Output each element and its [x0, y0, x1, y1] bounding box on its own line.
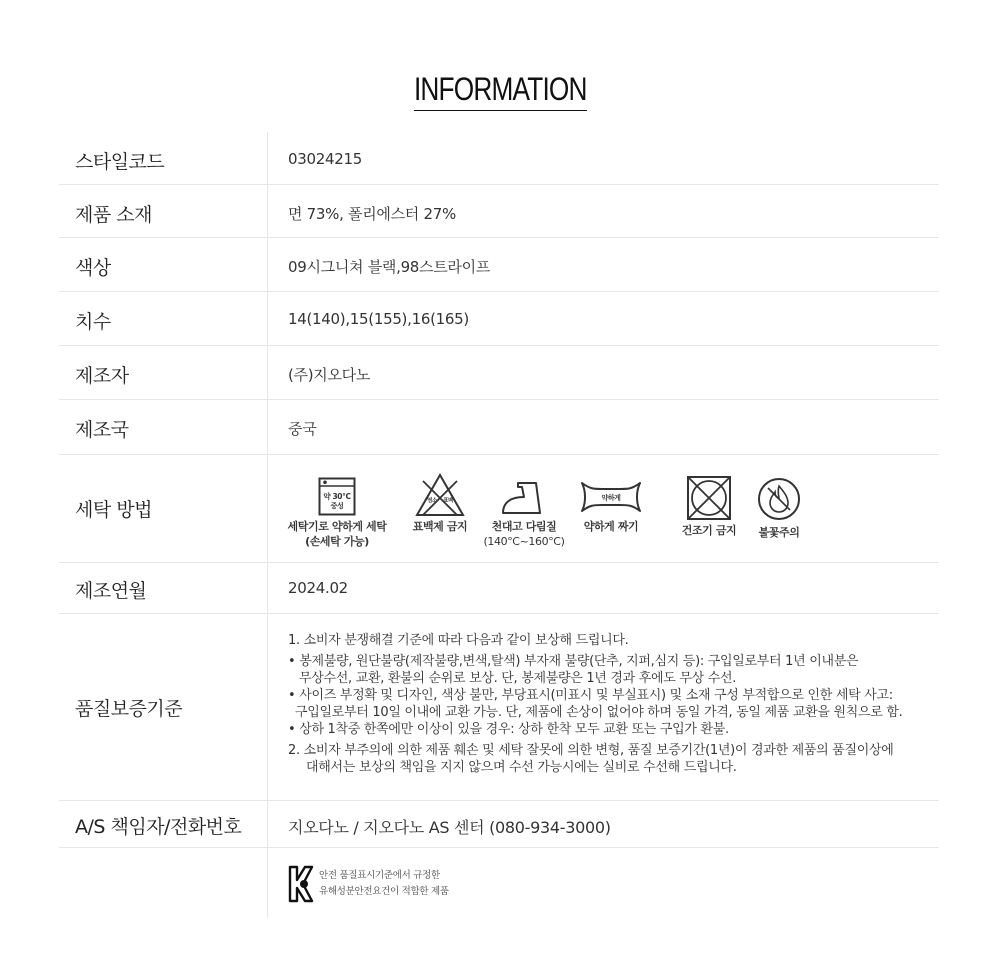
- row-quality: [59, 614, 939, 801]
- no-tumble-dry-icon: [686, 475, 732, 521]
- row-label: 치수: [75, 311, 111, 333]
- row-material: [59, 185, 939, 238]
- kc-certification: [288, 865, 449, 905]
- column-divider: [267, 848, 268, 918]
- wash-caption-sub: (손세탁 가능): [305, 535, 369, 548]
- row-value: 중국: [288, 420, 317, 438]
- page-title: INFORMATION: [414, 70, 587, 111]
- machine-wash-detergent: 중성: [330, 502, 344, 510]
- row-value: 09시그니쳐 블랙,98스트라이프: [288, 258, 491, 276]
- kc-text: [319, 868, 449, 900]
- flame-caution-icon: [757, 477, 801, 521]
- info-table: [59, 132, 939, 918]
- wash-caption: 약하게 짜기: [583, 520, 639, 533]
- kc-text-line-1: 안전 품질표시기준에서 규정한: [319, 870, 440, 881]
- row-label: 제조연월: [75, 580, 147, 602]
- title-wrap: [0, 70, 1000, 111]
- row-size: [59, 292, 939, 346]
- row-value: 2024.02: [288, 579, 348, 597]
- quality-bullet-2-cont: 구입일로부터 10일 이내에 교환 가능. 단, 제품에 손상이 없어야 하며 동일 가격, 동일 제품 교환을 원칙으로 함.: [295, 705, 903, 720]
- machine-wash-icon: [318, 477, 356, 517]
- iron-icon: [500, 477, 548, 517]
- column-divider: [267, 801, 268, 847]
- bleach-text-2: 표백: [443, 498, 453, 504]
- quality-item-2: 2. 소비자 부주의에 의한 제품 훼손 및 세탁 잘못에 의한 변형, 품질 보증기간(1년)이 경과한 제품의 품질이상에: [288, 743, 894, 758]
- row-style-code: [59, 132, 939, 185]
- kc-mark-icon: [288, 865, 314, 903]
- wring-text: 약하게: [601, 494, 621, 502]
- row-as-contact: [59, 801, 939, 848]
- column-divider: [267, 185, 268, 237]
- quality-item-1: 1. 소비자 분쟁해결 기준에 따라 다음과 같이 보상해 드립니다.: [288, 633, 629, 648]
- gentle-wring-icon: [580, 479, 642, 515]
- column-divider: [267, 292, 268, 345]
- row-label: 색상: [75, 257, 111, 279]
- column-divider: [267, 614, 268, 800]
- machine-wash-temp: 약 30°C: [323, 492, 351, 501]
- row-value: 면 73%, 폴리에스터 27%: [288, 205, 456, 223]
- row-label: 제품 소재: [75, 204, 152, 226]
- no-bleach-icon: [415, 473, 465, 517]
- row-label: 스타일코드: [75, 151, 165, 173]
- row-label: 제조자: [75, 365, 129, 387]
- quality-bullet-2: • 사이즈 부정확 및 디자인, 색상 불만, 부당표시(미표시 및 부실표시) 및 소재 구성 부적합으로 인한 세탁 사고:: [288, 688, 893, 703]
- row-value: 14(140),15(155),16(165): [288, 310, 469, 328]
- row-label: A/S 책임자/전화번호: [75, 816, 242, 838]
- wash-caption-sub: (140°C~160°C): [483, 535, 565, 548]
- column-divider: [267, 238, 268, 291]
- wash-caption: 세탁기로 약하게 세탁: [287, 520, 387, 533]
- quality-bullet-3: • 상하 1착중 한쪽에만 이상이 있을 경우: 상하 한착 모두 교환 또는 구입가 환불.: [288, 722, 729, 737]
- quality-bullet-1-cont: 무상수선, 교환, 환불의 순위로 보상. 단, 봉제불량은 1년 경과 후에도 무상 수선.: [299, 671, 737, 686]
- row-manufacture-date: [59, 563, 939, 614]
- quality-item-2-cont: 대해서는 보상의 책임을 지지 않으며 수선 가능시에는 실비로 수선해 드립니다.: [306, 760, 737, 775]
- row-kc: [59, 848, 939, 918]
- column-divider: [267, 455, 268, 562]
- row-label: 세탁 방법: [75, 499, 152, 521]
- wash-caption: 불꽃주의: [758, 526, 800, 539]
- wash-caption: 천대고 다림질: [491, 520, 557, 533]
- column-divider: [267, 563, 268, 613]
- quality-bullet-1: • 봉제불량, 원단불량(제작불량,변색,탈색) 부자재 불량(단추, 지퍼,심지 등): 구입일로부터 1년 이내분은: [288, 654, 859, 669]
- column-divider: [267, 132, 268, 184]
- wash-item-flame: [739, 477, 819, 540]
- row-label: 품질보증기준: [75, 698, 183, 720]
- washing-icons: [287, 477, 847, 557]
- row-manufacturer: [59, 346, 939, 400]
- row-value: 03024215: [288, 150, 362, 168]
- quality-text: [288, 632, 902, 776]
- column-divider: [267, 400, 268, 454]
- wash-caption: 건조기 금지: [681, 524, 737, 537]
- wash-item-wring: [561, 477, 661, 534]
- row-label: 제조국: [75, 419, 129, 441]
- row-color: [59, 238, 939, 292]
- bleach-text-1: 염소: [427, 498, 437, 504]
- row-country: [59, 400, 939, 455]
- wash-caption: 표백제 금지: [412, 520, 468, 533]
- kc-text-line-2: 유해성분안전요건이 적합한 제품: [319, 886, 449, 897]
- wash-item-machine: [277, 477, 397, 549]
- row-value: 지오다노 / 지오다노 AS 센터 (080-934-3000): [288, 818, 611, 837]
- row-value: (주)지오다노: [288, 366, 371, 384]
- row-washing: [59, 455, 939, 563]
- column-divider: [267, 346, 268, 399]
